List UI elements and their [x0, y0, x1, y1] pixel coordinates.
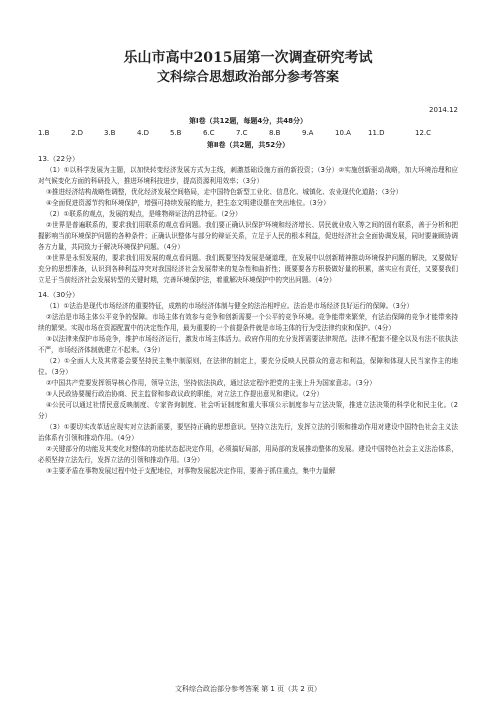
- q14-paragraph: ③主要矛盾在事物发展过程中处于支配地位，对事物发展起决定作用，要善于抓住重点，集中力量解: [46, 467, 336, 475]
- q13-paragraph: ③世界是永恒发展的，要求我们用发展的观点看问题。我们既要坚持发展是硬道理，在发展中以创新精神推动环境保护问题的解决，又要做好充分的思想准备，认识到各种利益冲突对我国经济社会发展带来的复杂性和曲折性；既要要各方积极做好量的积累，落实应有责任，又要要我们立足于当前经济社会发展转型的关键时期，完善环境保护法，着重解决环境保护中的突出问题。（4分）: [38, 254, 458, 284]
- q14-paragraph: ②中国共产党要发挥领导核心作用，领导立法，坚持依法执政，通过法定程序把党的主张上升为国家意志。（3分）: [46, 379, 376, 387]
- answer-item: 2.D: [71, 129, 84, 137]
- answer-item: 12.C: [415, 129, 432, 137]
- q13-paragraph: （2）①联系的观点，发展的观点，是唯物辩证法的总特征。（2分）: [46, 210, 242, 218]
- q13-paragraph: （1）①以科学发展为主题，以加快转变经济发展方式为主线，刺激基础设施方面的新投资；（3分）②实施创新驱动战略，加大环境治理和应对气候变化方面的科研投入，推进环境科技进步，提高资源利用效率；（3分）: [38, 166, 458, 185]
- q14-paragraph: ③人民政协要履行政治协商、民主监督和参政议政的职能，对立法工作提出意见和建议。（2分）: [46, 390, 324, 398]
- q14-paragraph: ③以法律来保护市场竞争，维护市场经济运行，激发市场主体活力。政府作用的充分发挥需要法律规范。法律不配套不健全以及有法不依执法不严，市场经济体制就建立不起来。（3分）: [38, 335, 458, 354]
- answer-item: 6.C: [203, 129, 215, 137]
- answer-item: 5.B: [170, 129, 182, 137]
- answer-item: 10.A: [335, 129, 351, 137]
- document-subtitle: 文科综合思想政治部分参考答案: [156, 70, 339, 85]
- answer-item: 4.D: [137, 129, 150, 137]
- answer-item: 8.B: [269, 129, 281, 137]
- q13-paragraph: ④全面促进资源节约和环境保护，增强可持续发展的能力，把生态文明建设摆在突出地位。（3分）: [46, 199, 330, 207]
- section-1-heading: 第Ⅰ卷（共12题，每题4分，共48分）: [189, 117, 307, 125]
- document-title: 乐山市高中2015届第一次调查研究考试: [123, 50, 373, 66]
- q14-paragraph: （1）①法治是现代市场经济的重要特征，成熟的市场经济体制与健全的法治相呼应。法治是市场经济良好运行的保障。（3分）: [46, 302, 414, 310]
- q14-paragraph: ④公民可以通过社情民意反映制度、专家咨询制度、社会听证制度和重大事项公示制度参与立法决策，推进立法决策的科学化和民主化。（2分）: [38, 401, 458, 420]
- answer-item: 7.C: [236, 129, 248, 137]
- answer-item: 1.B: [38, 129, 50, 137]
- answer-item: 11.D: [368, 129, 385, 137]
- q14-paragraph: ②关键部分的功能及其变化对整体的功能状态起决定作用，必须搞好局部，用局部的发展推动整体的发展。建设中国特色社会主义法治体系，必须坚持立法先行，发挥立法的引领和推动作用。（3分）: [38, 445, 458, 464]
- q13-paragraph: ②世界是普遍联系的，要求我们用联系的观点看问题。我们要正确认识保护环境和经济增长、居民就业收入等之间的固有联系，善于分析和把握影响当前环境保护问题的各种条件；正确认识整体与部分的辩证关系，立足于人民的根本利益，促进经济社会全面协调发展，同时要兼顾协调各方力量，共同致力于解决环境保护问题。（4分）: [38, 221, 458, 251]
- q14-paragraph: ②法治是市场主体公平竞争的保障。市场主体有效参与竞争和创新需要一个公平的竞争环境。竞争能带来繁荣，有法治保障的竞争才能带来持续的繁荣。实现市场在资源配置中的决定性作用，最为重要的一个前提条件就是市场主体的行为受法律约束和保护。（4分）: [38, 313, 458, 332]
- q14-paragraph: （3）①要切实改革适应现实对立法新需要，要坚持正确的思想意识。坚持立法先行，发挥立法的引领和推动作用对建设中国特色社会主义法治体系有引领和推动作用。（4分）: [38, 423, 458, 442]
- section-2-heading: 第Ⅱ卷（共2题，共52分）: [206, 141, 290, 149]
- document-date: 2014.12: [429, 106, 458, 114]
- question-13-heading: 13.（22分）: [38, 155, 80, 163]
- answer-key: [38, 128, 458, 138]
- answer-item: 3.B: [104, 129, 116, 137]
- answer-item: 9.A: [302, 129, 314, 137]
- page-footer: 文科综合政治部分参考答案 第 1 页（共 2 页）: [174, 685, 322, 693]
- q13-paragraph: ③推进经济结构战略性调整，优化经济发展空间格局，走中国特色新型工业化、信息化、城镇化、农业现代化道路；（3分）: [46, 188, 403, 196]
- q14-paragraph: （2）①全面人大及其常委会要坚持民主集中制原则，在法律的制定上，要充分反映人民群众的意志和利益，保障和体现人民当家作主的地位。（3分）: [38, 357, 458, 376]
- question-14-heading: 14.（30分）: [38, 291, 80, 299]
